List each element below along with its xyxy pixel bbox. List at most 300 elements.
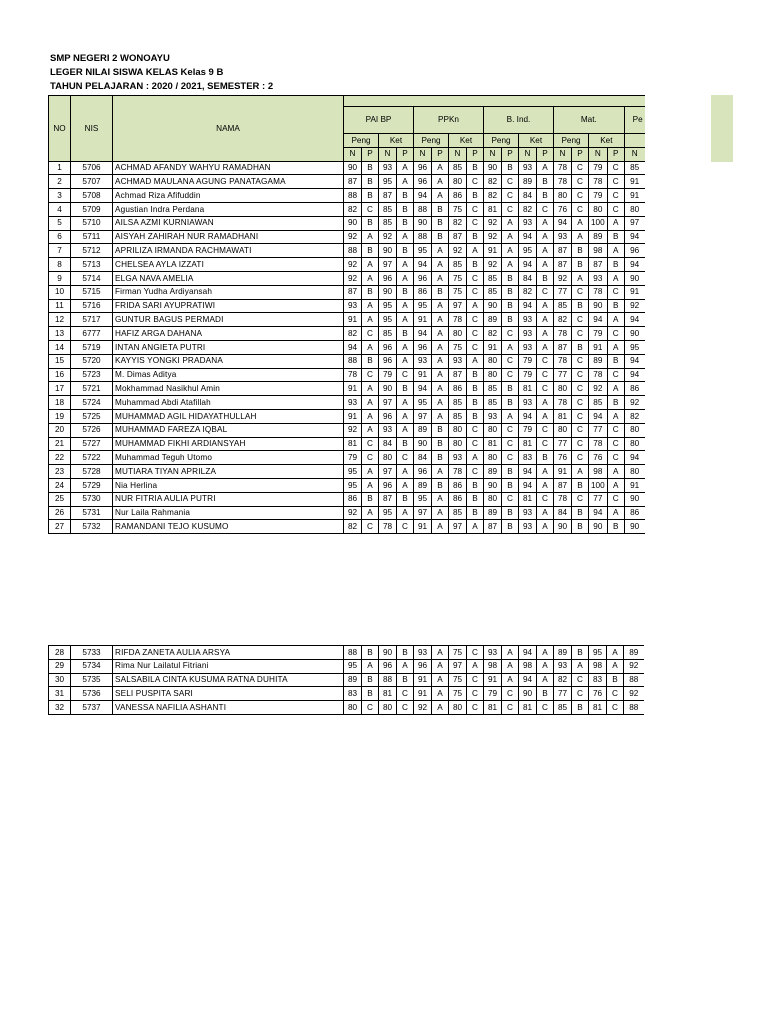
- cell-score: 77: [589, 423, 608, 437]
- cell-predicate: B: [537, 687, 554, 701]
- cell-score: 92: [414, 701, 432, 715]
- cell-score: 87: [344, 175, 362, 189]
- table-row: [49, 285, 645, 299]
- cell-score: 82: [484, 175, 502, 189]
- cell-score: 93: [379, 161, 397, 175]
- cell-predicate: A: [537, 327, 554, 341]
- cell-no: 5: [49, 216, 71, 230]
- cell-predicate: C: [362, 701, 379, 715]
- cell-predicate: A: [607, 244, 624, 258]
- cell-score: 96: [379, 271, 397, 285]
- cell-predicate: A: [397, 258, 414, 272]
- cell-score: 95: [414, 492, 432, 506]
- cell-score: 89: [554, 646, 572, 660]
- cell-score: 80: [484, 368, 502, 382]
- cell-score: 96: [624, 244, 645, 258]
- cell-predicate: B: [432, 451, 449, 465]
- cell-score: 94: [519, 646, 537, 660]
- cell-score: 96: [414, 340, 432, 354]
- cell-score: 80: [554, 189, 572, 203]
- cell-score: 91: [484, 673, 502, 687]
- cell-predicate: C: [572, 673, 589, 687]
- subheader-n: N: [379, 147, 397, 161]
- cell-score: 94: [589, 409, 608, 423]
- cell-nis: 5723: [71, 368, 113, 382]
- cell-predicate: C: [572, 423, 589, 437]
- cell-predicate: A: [432, 701, 449, 715]
- cell-score: 79: [519, 423, 537, 437]
- cell-predicate: C: [607, 285, 624, 299]
- cell-predicate: A: [397, 271, 414, 285]
- cell-nama: KAYYIS YONGKI PRADANA: [113, 354, 344, 368]
- cell-nama: MUHAMMAD AGIL HIDAYATHULLAH: [113, 409, 344, 423]
- cell-predicate: A: [397, 465, 414, 479]
- cell-score: 78: [554, 175, 572, 189]
- subheader-n: N: [484, 147, 502, 161]
- cell-no: 7: [49, 244, 71, 258]
- cell-score: 75: [449, 202, 467, 216]
- cell-predicate: A: [537, 520, 554, 534]
- cell-nis: 5730: [71, 492, 113, 506]
- cell-score: 76: [554, 451, 572, 465]
- cell-predicate: C: [502, 687, 519, 701]
- cell-score: 93: [519, 396, 537, 410]
- cell-score: 94: [519, 299, 537, 313]
- cell-predicate: B: [572, 506, 589, 520]
- cell-predicate: B: [467, 189, 484, 203]
- table-row: [49, 409, 645, 423]
- cell-predicate: A: [432, 189, 449, 203]
- cell-predicate: B: [432, 437, 449, 451]
- cell-predicate: A: [502, 216, 519, 230]
- cell-score: 92: [344, 230, 362, 244]
- cell-predicate: C: [467, 465, 484, 479]
- cell-no: 23: [49, 465, 71, 479]
- cell-score: 96: [414, 175, 432, 189]
- cell-score: 75: [449, 687, 467, 701]
- cell-score: 78: [554, 354, 572, 368]
- cell-score: 93: [414, 354, 432, 368]
- cell-nama: MUTIARA TIYAN APRILZA: [113, 465, 344, 479]
- col-no-header: NO: [49, 96, 71, 162]
- cell-nis: 5735: [71, 673, 113, 687]
- cell-predicate: C: [362, 437, 379, 451]
- cell-score: 94: [624, 451, 645, 465]
- cell-score: 94: [519, 673, 537, 687]
- cell-score: 90: [624, 327, 645, 341]
- cell-predicate: A: [432, 313, 449, 327]
- subject-bind-header: B. Ind.: [484, 107, 554, 134]
- cell-predicate: A: [362, 299, 379, 313]
- cell-score: 93: [519, 327, 537, 341]
- cell-score: 78: [554, 327, 572, 341]
- cell-predicate: B: [397, 673, 414, 687]
- cell-score: 95: [379, 299, 397, 313]
- cell-predicate: C: [537, 202, 554, 216]
- cell-score: 87: [344, 285, 362, 299]
- cell-no: 1: [49, 161, 71, 175]
- cell-predicate: C: [607, 437, 624, 451]
- cell-score: 79: [344, 451, 362, 465]
- cell-predicate: C: [467, 271, 484, 285]
- cell-score: 81: [484, 202, 502, 216]
- cell-score: 93: [519, 216, 537, 230]
- cell-nis: 5714: [71, 271, 113, 285]
- table-row: [49, 437, 645, 451]
- cell-predicate: A: [537, 506, 554, 520]
- cell-predicate: A: [362, 478, 379, 492]
- cell-score: 91: [624, 285, 645, 299]
- table-row: [49, 368, 645, 382]
- cell-predicate: C: [572, 437, 589, 451]
- cell-predicate: A: [502, 659, 519, 673]
- cell-predicate: A: [502, 340, 519, 354]
- cell-no: 12: [49, 313, 71, 327]
- cell-score: 91: [589, 340, 608, 354]
- cell-predicate: B: [362, 354, 379, 368]
- cell-score: 97: [379, 258, 397, 272]
- cell-predicate: B: [362, 175, 379, 189]
- cell-score: 96: [414, 161, 432, 175]
- cell-predicate: A: [397, 175, 414, 189]
- cell-score: 97: [379, 396, 397, 410]
- cell-predicate: C: [572, 327, 589, 341]
- table-row: [49, 465, 645, 479]
- cell-predicate: B: [362, 673, 379, 687]
- cell-predicate: C: [467, 646, 484, 660]
- cell-nama: SALSABILA CINTA KUSUMA RATNA DUHITA: [113, 673, 344, 687]
- cell-score: 81: [484, 437, 502, 451]
- cell-score: 80: [554, 423, 572, 437]
- cell-predicate: A: [607, 340, 624, 354]
- cell-score: 91: [414, 368, 432, 382]
- school-name: SMP NEGERI 2 WONOAYU: [50, 53, 170, 64]
- cell-score: 84: [554, 506, 572, 520]
- cell-no: 27: [49, 520, 71, 534]
- subheader-cut: [624, 134, 645, 148]
- cell-no: 13: [49, 327, 71, 341]
- cell-score: 79: [484, 687, 502, 701]
- cell-predicate: B: [607, 396, 624, 410]
- cell-predicate: A: [537, 465, 554, 479]
- cell-score: 85: [554, 701, 572, 715]
- cell-score: 89: [414, 478, 432, 492]
- cell-score: 87: [554, 258, 572, 272]
- cell-score: 79: [379, 368, 397, 382]
- cell-predicate: A: [607, 506, 624, 520]
- cell-nis: 5706: [71, 161, 113, 175]
- cell-predicate: C: [537, 368, 554, 382]
- cell-score: 95: [379, 313, 397, 327]
- cell-score: 90: [484, 161, 502, 175]
- table-row: [49, 202, 645, 216]
- cell-predicate: A: [397, 478, 414, 492]
- cell-no: 18: [49, 396, 71, 410]
- cell-predicate: A: [362, 465, 379, 479]
- cell-nis: 5710: [71, 216, 113, 230]
- cell-score: 88: [624, 673, 644, 687]
- cell-predicate: B: [572, 244, 589, 258]
- cell-predicate: C: [502, 437, 519, 451]
- cell-predicate: A: [432, 506, 449, 520]
- subheader-peng: Peng: [484, 134, 519, 148]
- cell-score: 97: [449, 659, 467, 673]
- cell-score: 92: [589, 382, 608, 396]
- col-nis-header: NIS: [71, 96, 113, 162]
- cell-score: 81: [589, 701, 607, 715]
- cell-predicate: A: [537, 244, 554, 258]
- cell-score: 92: [379, 230, 397, 244]
- cell-predicate: C: [502, 423, 519, 437]
- table-row: [49, 687, 644, 701]
- cell-predicate: B: [362, 161, 379, 175]
- cell-predicate: A: [537, 230, 554, 244]
- cell-predicate: C: [467, 327, 484, 341]
- cell-score: 91: [414, 520, 432, 534]
- cell-predicate: C: [607, 687, 624, 701]
- cell-predicate: A: [502, 244, 519, 258]
- cell-predicate: B: [537, 175, 554, 189]
- cell-score: 80: [449, 327, 467, 341]
- cell-score: 90: [344, 216, 362, 230]
- cell-score: 75: [449, 673, 467, 687]
- cell-predicate: C: [607, 451, 624, 465]
- cell-predicate: A: [537, 659, 554, 673]
- cell-score: 93: [519, 520, 537, 534]
- table-row: [49, 701, 644, 715]
- cell-score: 82: [554, 673, 572, 687]
- cell-score: 85: [484, 285, 502, 299]
- cell-nis: 5733: [71, 646, 113, 660]
- cell-score: 94: [414, 189, 432, 203]
- cell-score: 88: [344, 354, 362, 368]
- cell-score: 93: [344, 299, 362, 313]
- table-row: [49, 230, 645, 244]
- cell-score: 88: [344, 189, 362, 203]
- cell-predicate: A: [432, 368, 449, 382]
- cell-predicate: C: [467, 437, 484, 451]
- table-row: [49, 175, 645, 189]
- cell-nama: APRILIZA IRMANDA RACHMAWATI: [113, 244, 344, 258]
- cell-predicate: A: [467, 244, 484, 258]
- cell-score: 76: [589, 451, 608, 465]
- cell-score: 80: [344, 701, 362, 715]
- cell-score: 88: [414, 230, 432, 244]
- cell-predicate: B: [362, 646, 379, 660]
- table-row: [49, 354, 645, 368]
- cell-score: 92: [624, 299, 645, 313]
- cell-score: 94: [589, 313, 608, 327]
- cell-predicate: C: [502, 175, 519, 189]
- cell-score: 85: [449, 396, 467, 410]
- cell-score: 84: [519, 189, 537, 203]
- cell-score: 85: [484, 382, 502, 396]
- subheader-ket: Ket: [589, 134, 625, 148]
- cell-predicate: B: [502, 465, 519, 479]
- cell-predicate: B: [607, 230, 624, 244]
- subheader-n: N: [449, 147, 467, 161]
- cell-nama: AISYAH ZAHIRAH NUR RAMADHANI: [113, 230, 344, 244]
- cell-predicate: C: [607, 161, 624, 175]
- cell-no: 8: [49, 258, 71, 272]
- table-row: [49, 478, 645, 492]
- cell-predicate: A: [502, 646, 519, 660]
- table-row: [49, 313, 645, 327]
- cell-predicate: B: [607, 520, 624, 534]
- cell-predicate: B: [502, 161, 519, 175]
- cell-predicate: B: [397, 437, 414, 451]
- cell-predicate: A: [432, 354, 449, 368]
- cell-nama: NUR FITRIA AULIA PUTRI: [113, 492, 344, 506]
- cell-predicate: A: [537, 299, 554, 313]
- cell-predicate: A: [607, 271, 624, 285]
- cell-score: 94: [519, 258, 537, 272]
- cell-predicate: A: [537, 258, 554, 272]
- cell-predicate: B: [397, 492, 414, 506]
- cell-predicate: C: [362, 202, 379, 216]
- cell-score: 78: [554, 492, 572, 506]
- cell-nis: 5708: [71, 189, 113, 203]
- cell-score: 98: [519, 659, 537, 673]
- subheader-n: N: [624, 147, 645, 161]
- cell-score: 90: [344, 161, 362, 175]
- table-row: [49, 299, 645, 313]
- cell-nis: 5727: [71, 437, 113, 451]
- cell-predicate: A: [362, 659, 379, 673]
- cell-score: 93: [379, 423, 397, 437]
- cell-predicate: C: [397, 368, 414, 382]
- table-row: [49, 382, 645, 396]
- cell-score: 96: [379, 340, 397, 354]
- cell-nis: 5709: [71, 202, 113, 216]
- cell-score: 92: [344, 258, 362, 272]
- cell-score: 94: [624, 230, 645, 244]
- cell-score: 90: [484, 299, 502, 313]
- cell-score: 98: [589, 659, 607, 673]
- cell-score: 89: [589, 354, 608, 368]
- cell-predicate: A: [432, 646, 449, 660]
- cell-predicate: A: [432, 382, 449, 396]
- cell-predicate: C: [502, 189, 519, 203]
- cell-nis: 5719: [71, 340, 113, 354]
- cell-score: 96: [379, 478, 397, 492]
- cell-nama: MUHAMMAD FAREZA IQBAL: [113, 423, 344, 437]
- cell-score: 94: [554, 216, 572, 230]
- cell-no: 14: [49, 340, 71, 354]
- cell-score: 94: [624, 313, 645, 327]
- cell-predicate: C: [607, 202, 624, 216]
- cell-predicate: C: [467, 673, 484, 687]
- cell-score: 77: [554, 368, 572, 382]
- cell-predicate: A: [537, 313, 554, 327]
- cell-predicate: B: [467, 382, 484, 396]
- cell-score: 91: [554, 465, 572, 479]
- cell-score: 85: [589, 396, 608, 410]
- cell-predicate: A: [397, 313, 414, 327]
- cell-predicate: A: [607, 478, 624, 492]
- cell-predicate: A: [432, 687, 449, 701]
- cell-nama: Nia Herlina: [113, 478, 344, 492]
- cell-score: 80: [624, 423, 645, 437]
- cell-score: 81: [484, 701, 502, 715]
- cell-score: 78: [554, 396, 572, 410]
- cell-score: 87: [554, 340, 572, 354]
- cell-nis: 5731: [71, 506, 113, 520]
- cell-score: 88: [624, 701, 644, 715]
- cell-predicate: C: [537, 423, 554, 437]
- cell-score: 96: [379, 354, 397, 368]
- cell-predicate: C: [607, 423, 624, 437]
- cell-score: 90: [414, 216, 432, 230]
- cell-score: 90: [484, 478, 502, 492]
- cell-score: 78: [589, 437, 608, 451]
- cell-no: 28: [49, 646, 71, 660]
- cell-score: 86: [414, 285, 432, 299]
- cell-predicate: A: [572, 465, 589, 479]
- cell-score: 80: [484, 423, 502, 437]
- cell-score: 94: [519, 465, 537, 479]
- cell-nama: Agustian Indra Perdana: [113, 202, 344, 216]
- cell-score: 75: [449, 646, 467, 660]
- subheader-ket: Ket: [449, 134, 484, 148]
- cell-score: 91: [344, 313, 362, 327]
- cell-score: 95: [414, 396, 432, 410]
- cell-predicate: A: [362, 271, 379, 285]
- cell-predicate: C: [537, 382, 554, 396]
- cell-score: 91: [344, 382, 362, 396]
- cell-score: 95: [414, 299, 432, 313]
- cell-score: 81: [379, 687, 397, 701]
- cell-score: 76: [554, 202, 572, 216]
- cell-predicate: B: [467, 368, 484, 382]
- subheader-p: P: [362, 147, 379, 161]
- subject-band: [344, 96, 645, 107]
- cell-predicate: A: [537, 340, 554, 354]
- cell-score: 90: [624, 492, 645, 506]
- cell-predicate: A: [537, 161, 554, 175]
- cell-score: 93: [554, 230, 572, 244]
- leger-title: LEGER NILAI SISWA KELAS Kelas 9 B: [50, 67, 224, 78]
- cell-score: 94: [519, 478, 537, 492]
- cell-predicate: C: [362, 368, 379, 382]
- cell-score: 93: [519, 313, 537, 327]
- cell-score: 77: [589, 492, 608, 506]
- cell-score: 93: [484, 646, 502, 660]
- cell-predicate: A: [537, 409, 554, 423]
- cell-score: 96: [414, 659, 432, 673]
- cell-nama: ELGA NAVA AMELIA: [113, 271, 344, 285]
- subheader-p: P: [467, 147, 484, 161]
- cell-predicate: B: [502, 285, 519, 299]
- cell-predicate: A: [432, 271, 449, 285]
- cell-score: 78: [589, 285, 608, 299]
- cell-nis: 5716: [71, 299, 113, 313]
- cell-predicate: C: [537, 437, 554, 451]
- cell-score: 77: [554, 437, 572, 451]
- cell-predicate: C: [572, 354, 589, 368]
- cell-predicate: B: [502, 478, 519, 492]
- cell-predicate: B: [572, 340, 589, 354]
- cell-score: 77: [554, 687, 572, 701]
- cell-predicate: B: [502, 520, 519, 534]
- cell-score: 80: [624, 202, 645, 216]
- cell-predicate: B: [502, 271, 519, 285]
- cell-predicate: A: [362, 423, 379, 437]
- cell-predicate: C: [502, 354, 519, 368]
- cell-score: 88: [344, 646, 362, 660]
- cell-nama: M. Dimas Aditya: [113, 368, 344, 382]
- cell-score: 84: [414, 451, 432, 465]
